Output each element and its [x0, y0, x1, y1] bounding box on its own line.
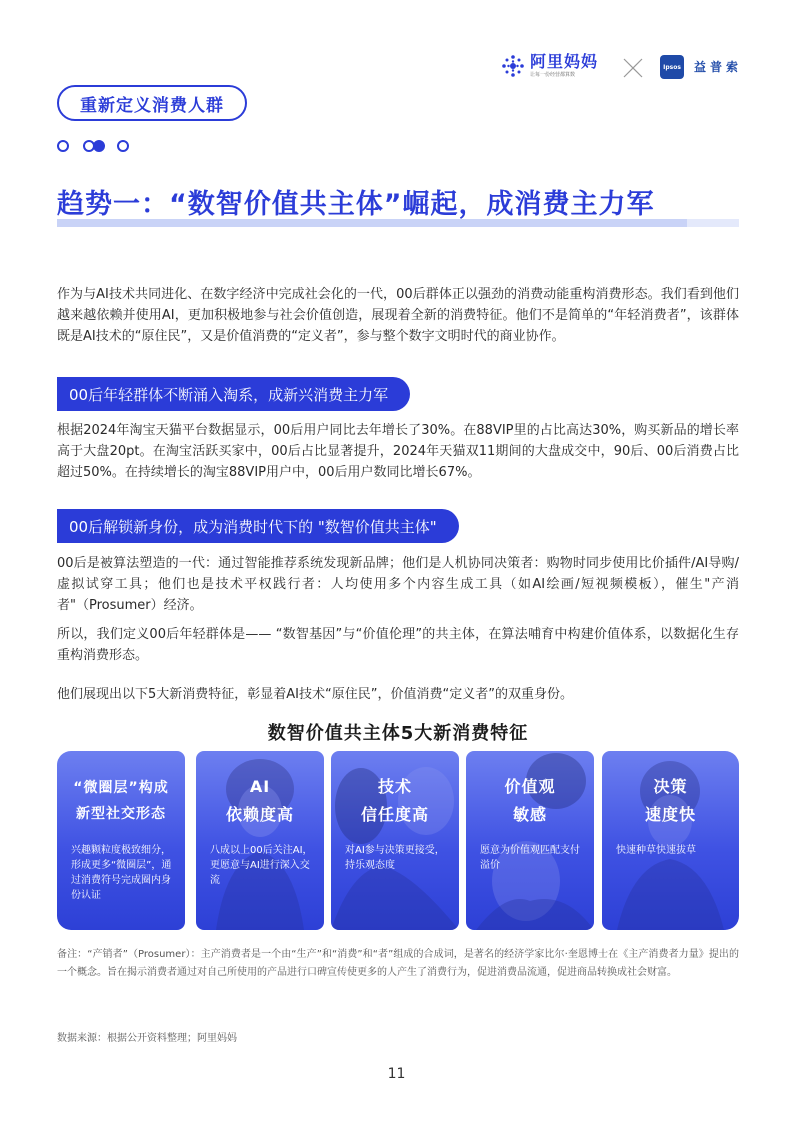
section1-paragraph: 根据2024年淘宝天猫平台数据显示，00后用户同比去年增长了30%。在88VIP里的占比高达30%，购买新品的增长率高于大盘20pt。在淘宝活跃买家中，00后占比显著提升，2024年天猫双11期间的大盘成交中，90后、00后消费占比超过50%。在持续增长的淘宝88VIP用户中，00后用户数同比增长67%。	[57, 423, 739, 480]
feature-card-title-line1: 决策	[653, 777, 688, 796]
feature-card-title-line2: 信任度高	[360, 805, 429, 824]
feature-card-title-line1: “微圈层”构成	[73, 780, 169, 796]
section-banner-1: 00后年轻群体不断涌入淘系，成新兴消费主力军	[57, 377, 410, 411]
feature-card	[331, 751, 459, 930]
feature-card-desc: 八成以上00后关注AI，更愿意与AI进行深入交流	[210, 845, 313, 886]
section2-paragraph-3: 他们展现出以下5大新消费特征，彰显着AI技术“原住民”，价值消费“定义者”的双重身份。	[57, 687, 573, 702]
feature-card	[196, 751, 324, 930]
feature-card-title-line2: 新型社交形态	[76, 806, 166, 822]
section-banner-2: 00后解锁新身份，成为消费时代下的 "数智价值共主体"	[57, 509, 459, 543]
indicator-dot	[117, 140, 129, 152]
alimama-slogan: 让每一份经营都算数	[530, 72, 576, 78]
feature-card	[57, 751, 185, 930]
feature-card-desc: 愿意为价值观匹配支付溢价	[480, 845, 580, 871]
section-label: 重新定义消费人群	[57, 85, 247, 121]
feature-card-title-line2: 依赖度高	[225, 805, 294, 824]
page-title: 趋势一：“数智价值共主体”崛起，成消费主力军	[57, 189, 655, 220]
feature-card-desc: 兴趣颗粒度极致细分，形成更多“微圈层”，通过消费符号完成圈内身份认证	[71, 845, 172, 901]
section2-paragraph-2: 所以，我们定义00后年轻群体是—— “数智基因”与“价值伦理”的共主体，在算法哺育中构建价值体系，以数据化生存重构消费形态。	[57, 627, 739, 663]
features-title: 数智价值共主体5大新消费特征	[267, 723, 529, 744]
feature-card-desc: 对AI参与决策更接受，持乐观态度	[345, 845, 445, 871]
feature-card	[466, 751, 594, 930]
intro-paragraph: 作为与AI技术共同进化、在数字经济中完成社会化的一代，00后群体正以强劲的消费动能重构消费形态。我们看到他们越来越依赖并使用AI，更加积极地参与社会价值创造，展现着全新的消费特征。他们不是简单的“年轻消费者”，该群体既是AI技术的“原住民”，又是价值消费的“定义者”，参与整个数字文明时代的商业协作。	[57, 287, 739, 344]
feature-card-title-line1: 技术	[377, 777, 412, 796]
ipsos-name: 益普索	[694, 60, 743, 74]
feature-card	[602, 751, 739, 930]
cross-icon	[622, 57, 644, 79]
alimama-logo-icon	[500, 53, 526, 79]
footnote: 备注：“产销者”（Prosumer）：主产消费者是一个由“生产”和“消费”和“者”组成的合成词，是著名的经济学家比尔·奎恩博士在《主产消费者力量》提出的一个概念。旨在揭示消费者通过对自己所使用的产品进行口碑宣传使更多的人产生了消费行为，促进消费品流通，促进商品转换成社会财富。	[57, 949, 739, 978]
feature-card-title-line2: 速度快	[644, 805, 696, 824]
page-indicator-dots	[57, 139, 147, 155]
section2-paragraph-1: 00后是被算法塑造的一代：通过智能推荐系统发现新品牌；他们是人机协同决策者：购物时同步使用比价插件/AI导购/虚拟试穿工具；他们也是技术平权践行者：人均使用多个内容生成工具（如AI绘画/短视频模板），催生"产消者"（Prosumer）经济。	[57, 556, 739, 613]
feature-card-title-line2: 敏感	[512, 805, 547, 824]
data-source: 数据来源：根据公开资料整理；阿里妈妈	[57, 1033, 237, 1044]
indicator-dot-active	[93, 140, 105, 152]
page-number: 11	[387, 1066, 406, 1082]
feature-card-title-line1: 价值观	[504, 777, 556, 796]
feature-card-title-line1: AI	[249, 777, 271, 796]
indicator-dot	[57, 140, 69, 152]
alimama-logo	[500, 50, 610, 82]
feature-card-desc: 快速种草快速拔草	[616, 845, 696, 856]
ipsos-logo: Ipsos	[660, 55, 684, 79]
alimama-name: 阿里妈妈	[530, 52, 599, 71]
